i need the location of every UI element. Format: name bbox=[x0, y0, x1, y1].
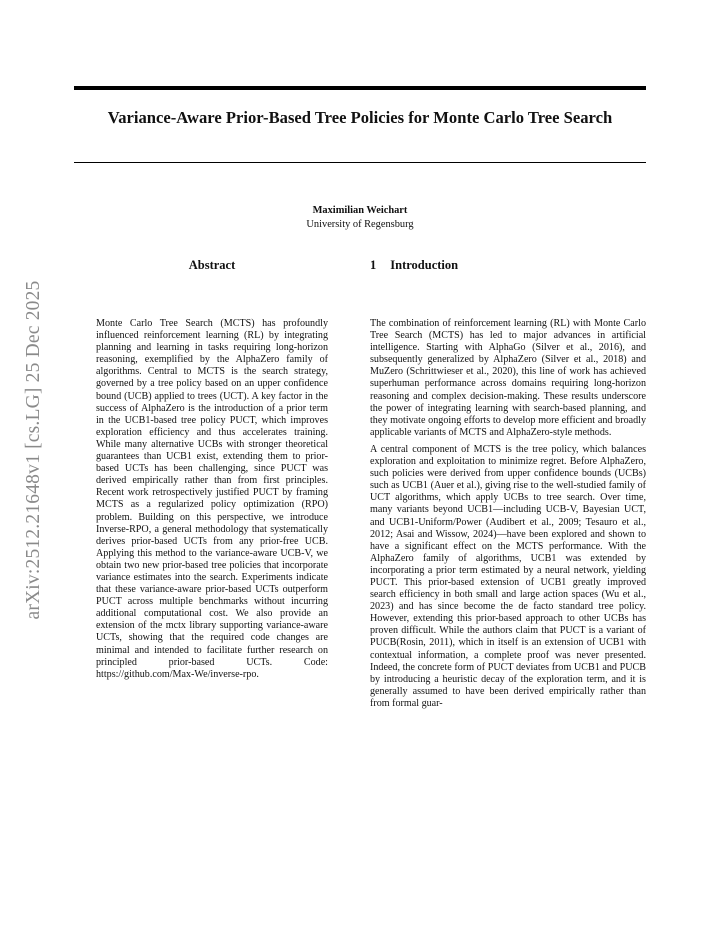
arxiv-identifier: arXiv:2512.21648v1 [cs.LG] 25 Dec 2025 bbox=[23, 280, 44, 620]
title-bottom-rule bbox=[74, 162, 646, 163]
author-name: Maximilian Weichart bbox=[312, 205, 408, 216]
section-number: 1 bbox=[370, 258, 377, 272]
intro-paragraph: A central component of MCTS is the tree policy, which balances exploration and exploitation to minimize regret. Before AlphaZero, such policies were derived from upper confidence bounds (UCBs) such as UCB1 (Auer et al.), giving rise to the well-studied family of UCT algorithms, which apply UCBs to tree search. Over time, many variants beyond UCB1—including UCB-V, Bayesian UCT, and UCB1-Uniform/Power (Audibert et al., 2009; Tesauro et al., 2012; Asai and Wissow, 2024)—have been explored and shown to have a significant effect on the MCTS performance. With the AlphaZero family of algorithms, UCB1 was extended by incorporating a prior term estimated by a neural network, yielding PUCT. This prior-based extension of UCB1 greatly improved search efficiency in both small and large action spaces (Wu et al., 2023) and has since become the de facto standard tree policy. However, extending this prior-based approach to other UCBs has proven difficult. While the authors claim that PUCT is a variant of PUCB(Rosin, 2011), which in itself is an extension of UCB1 with contextual information, a complete proof was never presented. Indeed, the concrete form of PUCT deviates from UCB1 and PUCB by introducing a heuristic decay of the exploration term, and it is generally assumed to have been derived empirically rather than from formal guar- bbox=[370, 443, 646, 709]
introduction-body bbox=[370, 318, 646, 715]
paper-title: Variance-Aware Prior-Based Tree Policies for Monte Carlo Tree Search bbox=[107, 108, 613, 127]
author-block bbox=[74, 204, 646, 232]
arxiv-sidebar bbox=[20, 260, 48, 640]
title-top-rule bbox=[74, 86, 646, 90]
abstract-heading: Abstract bbox=[188, 258, 236, 272]
author-affiliation: University of Regensburg bbox=[306, 219, 414, 230]
intro-paragraph: The combination of reinforcement learning (RL) with Monte Carlo Tree Search (MCTS) has led to major advances in artificial intelligence. Starting with AlphaGo (Silver et al., 2016), and subsequently generalized by AlphaZero (Silver et al., 2018) and MuZero (Schrittwieser et al., 2020), this line of work has achieved superhuman performance across domains requiring long-horizon reasoning and complex decision-making. These results underscore the power of integrating learning with search-based planning, and they motivate ongoing efforts to develop more efficient and broadly applicable variants of MCTS and AlphaZero-style methods. bbox=[370, 318, 646, 438]
introduction-heading bbox=[370, 258, 646, 273]
abstract-text: Monte Carlo Tree Search (MCTS) has profoundly influenced reinforcement learning (RL) by integrating planning and learning in tasks requiring long-horizon reasoning, exemplified by the AlphaZero family of algorithms. Central to MCTS is the search strategy, governed by a tree policy based on an upper confidence bound (UCB) applied to trees (UCT). A key factor in the success of AlphaZero is the introduction of a prior term in the UCB1-based tree policy PUCT, which improves exploration efficiency and thus accelerates training. While many alternative UCBs with stronger theoretical guarantees than UCB1 exist, extending them to prior-based UCTs has been challenging, since PUCT was derived empirically rather than from first principles. Recent work retrospectively justified PUCT by framing MCTS as a regularized policy optimization (RPO) problem. Building on this perspective, we introduce Inverse-RPO, a general methodology that systematically derives prior-based UCTs from any prior-free UCB. Applying this method to the variance-aware UCB-V, we obtain two new prior-based tree policies that incorporate variance estimates into the search. Experiments indicate that these variance-aware prior-based UCTs outperform PUCT across multiple benchmarks without incurring additional computational cost. We also provide an extension of the mctx library supporting variance-aware UCTs, showing that the required code changes are minimal and intended to facilitate further research on principled prior-based UCTs. Code: https://github.com/Max-We/inverse-rpo. bbox=[96, 318, 328, 680]
section-title: Introduction bbox=[390, 258, 459, 272]
